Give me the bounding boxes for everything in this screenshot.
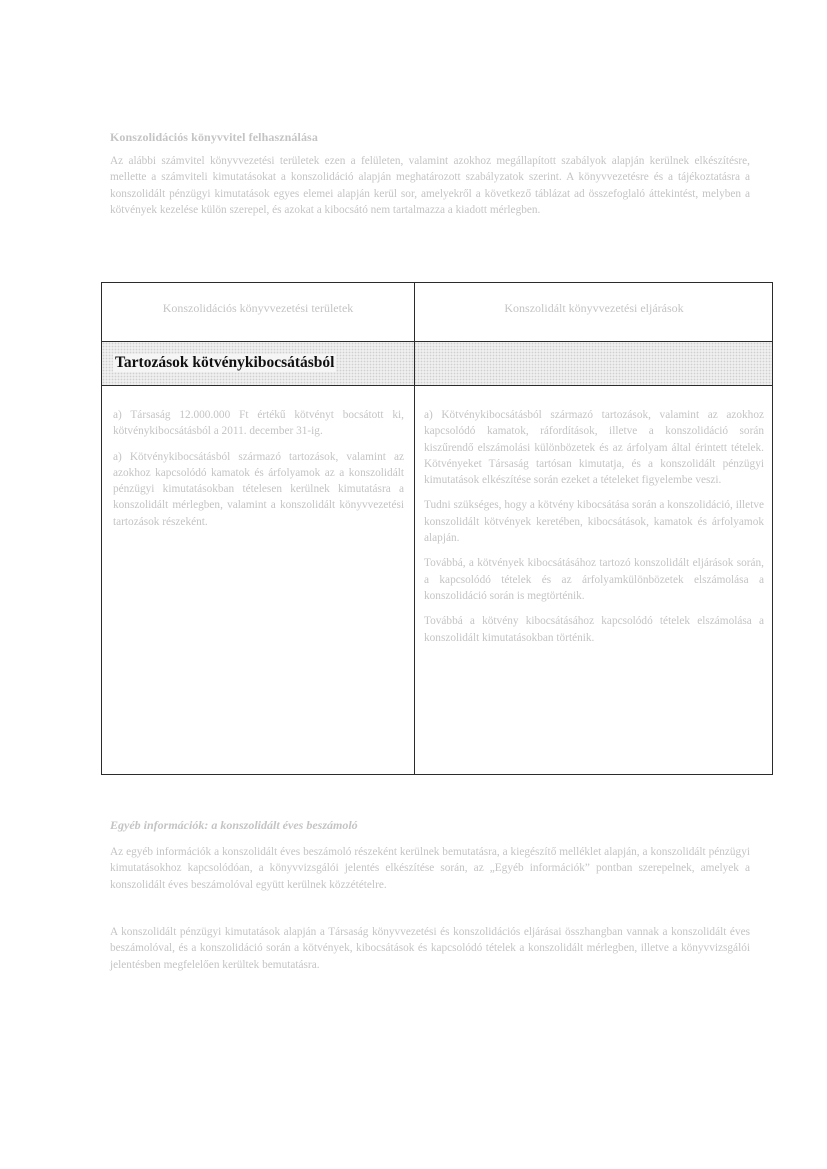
table-column-header-left: Konszolidációs könyvvezetési területek bbox=[162, 301, 354, 315]
right-paragraph: Továbbá a kötvény kibocsátásához kapcsolódó tételek elszámolása a konszolidált kimutatásokban történik. bbox=[424, 615, 764, 644]
section1-paragraph: Az alábbi számvitel könyvvezetési területek ezen a felületen, valamint azokhoz megállapított szabályok alapján kerülnek elkészítésre, mellette a számviteli kimutatásokat a konszolidáció alapján meghatározott szabályzatok szerint. A könyvvezetésre és a tájékoztatásra a konszolidált pénzügyi kimutatások egyes elemei alapján kerül sor, amelyekről a következő táblázat ad összefoglaló áttekintést, melyben a kötvények kezelése külön szerepel, és azokat a kibocsátó nem tartalmazza a kiadott mérlegben. bbox=[110, 155, 750, 216]
left-paragraph: a) Kötvénykibocsátásból származó tartozások, valamint az azokhoz kapcsolódó kamatok és árfolyamok az a konszolidált pénzügyi kimutatásokban tételesen kerülnek kimutatásra a konszolidált mérlegben, valamint a konszolidált könyvvezetési tartozások részeként. bbox=[113, 450, 404, 528]
section2-paragraph2: A konszolidált pénzügyi kimutatások alapján a Társaság könyvvezetési és konszolidációs eljárásai összhangban vannak a konszolidált éves beszámolóval, és a konszolidáció során a kötvények, kibocsátások és kapcsolódó tételek a konszolidált mérlegben, illetve a könyvvizsgálói jelentésben megfelelően kerültek bemutatásra. bbox=[110, 926, 750, 971]
right-paragraph: a) Kötvénykibocsátásból származó tartozások, valamint az azokhoz kapcsolódó kamatok, ráfordítások, illetve a konszolidáció során kiszűrendő elszámolási különbözetek és az árfolyam által érintett tételek. Kötvényeket Társaság tartósan kimutatja, és a konszolidált pénzügyi kimutatások elkészítése során ezeket a tételeket figyelembe veszi. bbox=[424, 409, 764, 487]
table-section-title: Tartozások kötvénykibocsátásból bbox=[115, 354, 335, 371]
table-cell-left bbox=[113, 407, 404, 539]
section2-paragraph1: Az egyéb információk a konszolidált éves beszámoló részeként kerülnek bemutatásra, a kiegészítő melléklet alapján, a konszolidált pénzügyi kimutatásokhoz kapcsolódóan, a könyvvizsgálói jelentés elkészítése során, az „Egyéb információk” pontban szerepelnek, amelyek a konszolidált éves beszámolóval együtt kerülnek közzétételre. bbox=[110, 846, 750, 891]
section1-heading: Konszolidációs könyvvitel felhasználása bbox=[110, 130, 318, 144]
table-cell-right bbox=[424, 407, 764, 655]
section2-heading: Egyéb információk: a konszolidált éves beszámoló bbox=[110, 818, 358, 832]
left-paragraph: a) Társaság 12.000.000 Ft értékű kötvényt bocsátott ki, kötvénykibocsátásból a 2011. december 31-ig. bbox=[113, 409, 404, 438]
table-column-header-right: Konszolidált könyvvezetési eljárások bbox=[504, 301, 684, 315]
table-vline bbox=[414, 283, 415, 774]
table-hline-header bbox=[102, 341, 772, 342]
table-hline-section bbox=[102, 385, 772, 386]
right-paragraph: Tudni szükséges, hogy a kötvény kibocsátása során a konszolidáció, illetve konszolidált kötvények keretében, kibocsátások, kamatok és árfolyamok alapján. bbox=[424, 499, 764, 545]
table bbox=[101, 282, 773, 775]
right-paragraph: Továbbá, a kötvények kibocsátásához tartozó konszolidált eljárások során, a kapcsolódó tételek és az árfolyamkülönbözetek elszámolása a konszolidáció során is megtörténik. bbox=[424, 557, 764, 602]
